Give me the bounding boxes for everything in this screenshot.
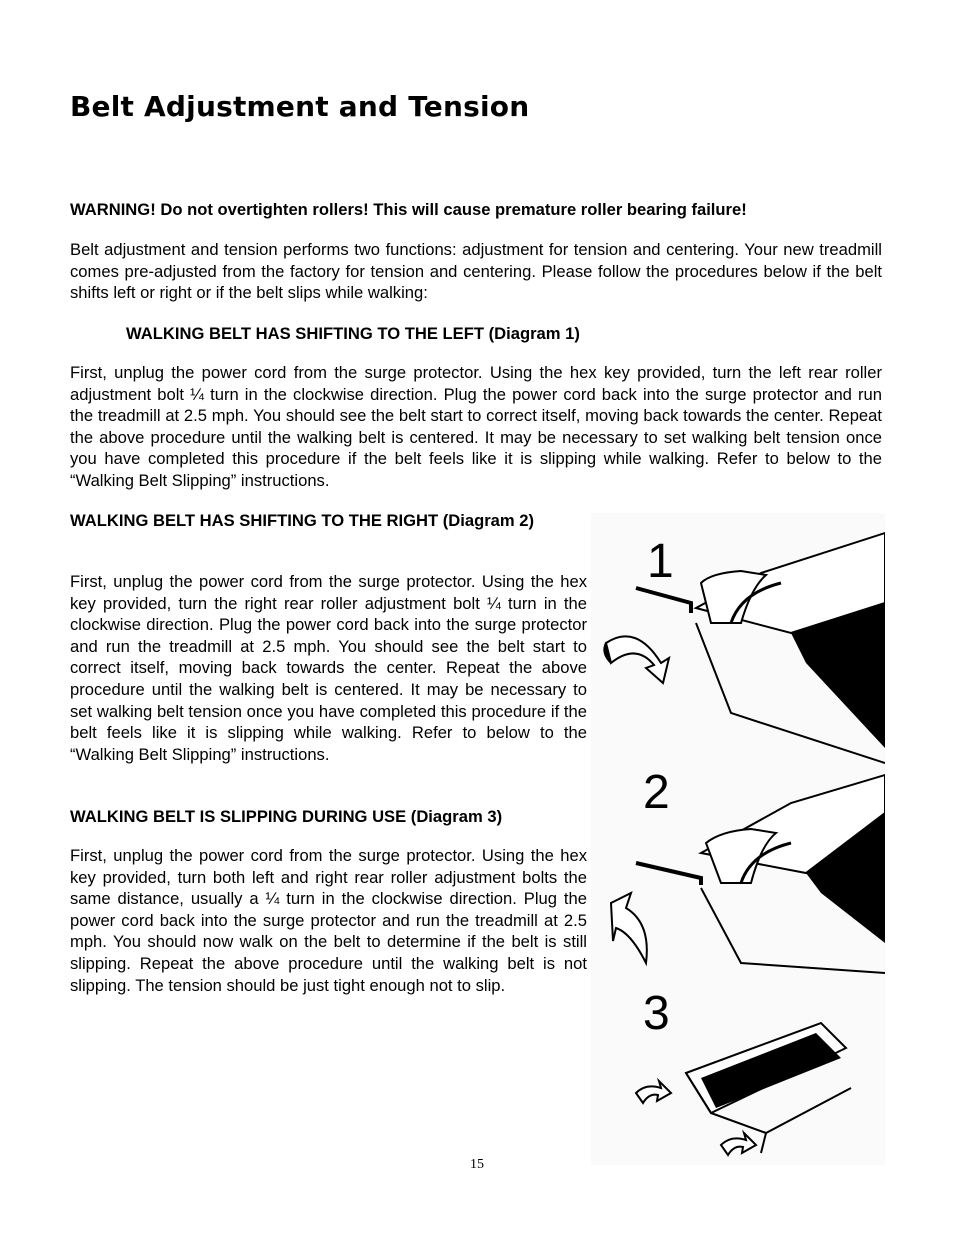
- warning-text: WARNING! Do not overtighten rollers! This will cause premature roller bearing failure!: [70, 200, 747, 219]
- page-title: Belt Adjustment and Tension: [70, 90, 530, 123]
- section-1-body: First, unplug the power cord from the surge protector. Using the hex key provided, turn the left rear roller adjustment bolt ¼ turn in the clockwise direction. Plug the power cord back into the surge protector and run the treadmill at 2.5 mph. You should see the belt start to correct itself, moving back towards the center. Repeat the above procedure until the walking belt is centered. It may be necessary to set walking belt tension once you have completed this procedure if the belt feels like it is slipping while walking. Refer to below to the “Walking Belt Slipping” instructions.: [70, 363, 882, 490]
- diagram-2-number: 2: [643, 766, 670, 819]
- belt-adjustment-diagram: [591, 513, 885, 1165]
- section-3-heading: WALKING BELT IS SLIPPING DURING USE (Diagram 3): [70, 807, 503, 826]
- diagram-3-number: 3: [643, 987, 670, 1040]
- section-1-heading: WALKING BELT HAS SHIFTING TO THE LEFT (Diagram 1): [126, 324, 580, 343]
- diagram-1-number: 1: [647, 535, 674, 588]
- section-2-heading: WALKING BELT HAS SHIFTING TO THE RIGHT (Diagram 2): [70, 511, 535, 530]
- section-3-body: First, unplug the power cord from the surge protector. Using the hex key provided, turn both left and right rear roller adjustment bolts the same distance, usually a ¼ turn in the clockwise direction. Plug the power cord back into the surge protector and run the treadmill at 2.5 mph. You should now walk on the belt to determine if the belt is still slipping. Repeat the above procedure until the walking belt is not slipping. The tension should be just tight enough not to slip.: [70, 846, 587, 995]
- section-2-body: First, unplug the power cord from the surge protector. Using the hex key provided, turn the right rear roller adjustment bolt ¼ turn in the clockwise direction. Plug the power cord back into the surge protector and run the treadmill at 2.5 mph. You should see the belt start to correct itself, moving back towards the center. Repeat the above procedure until the walking belt is centered. It may be necessary to set walking belt tension once you have completed this procedure if the belt feels like it is slipping while walking. Refer to below to the “Walking Belt Slipping” instructions.: [70, 572, 587, 764]
- intro-paragraph: Belt adjustment and tension performs two functions: adjustment for tension and centering. Your new treadmill comes pre-adjusted from the factory for tension and centering. Please follow the procedures below if the belt shifts left or right or if the belt slips while walking:: [70, 240, 882, 303]
- page-number: 15: [470, 1157, 484, 1172]
